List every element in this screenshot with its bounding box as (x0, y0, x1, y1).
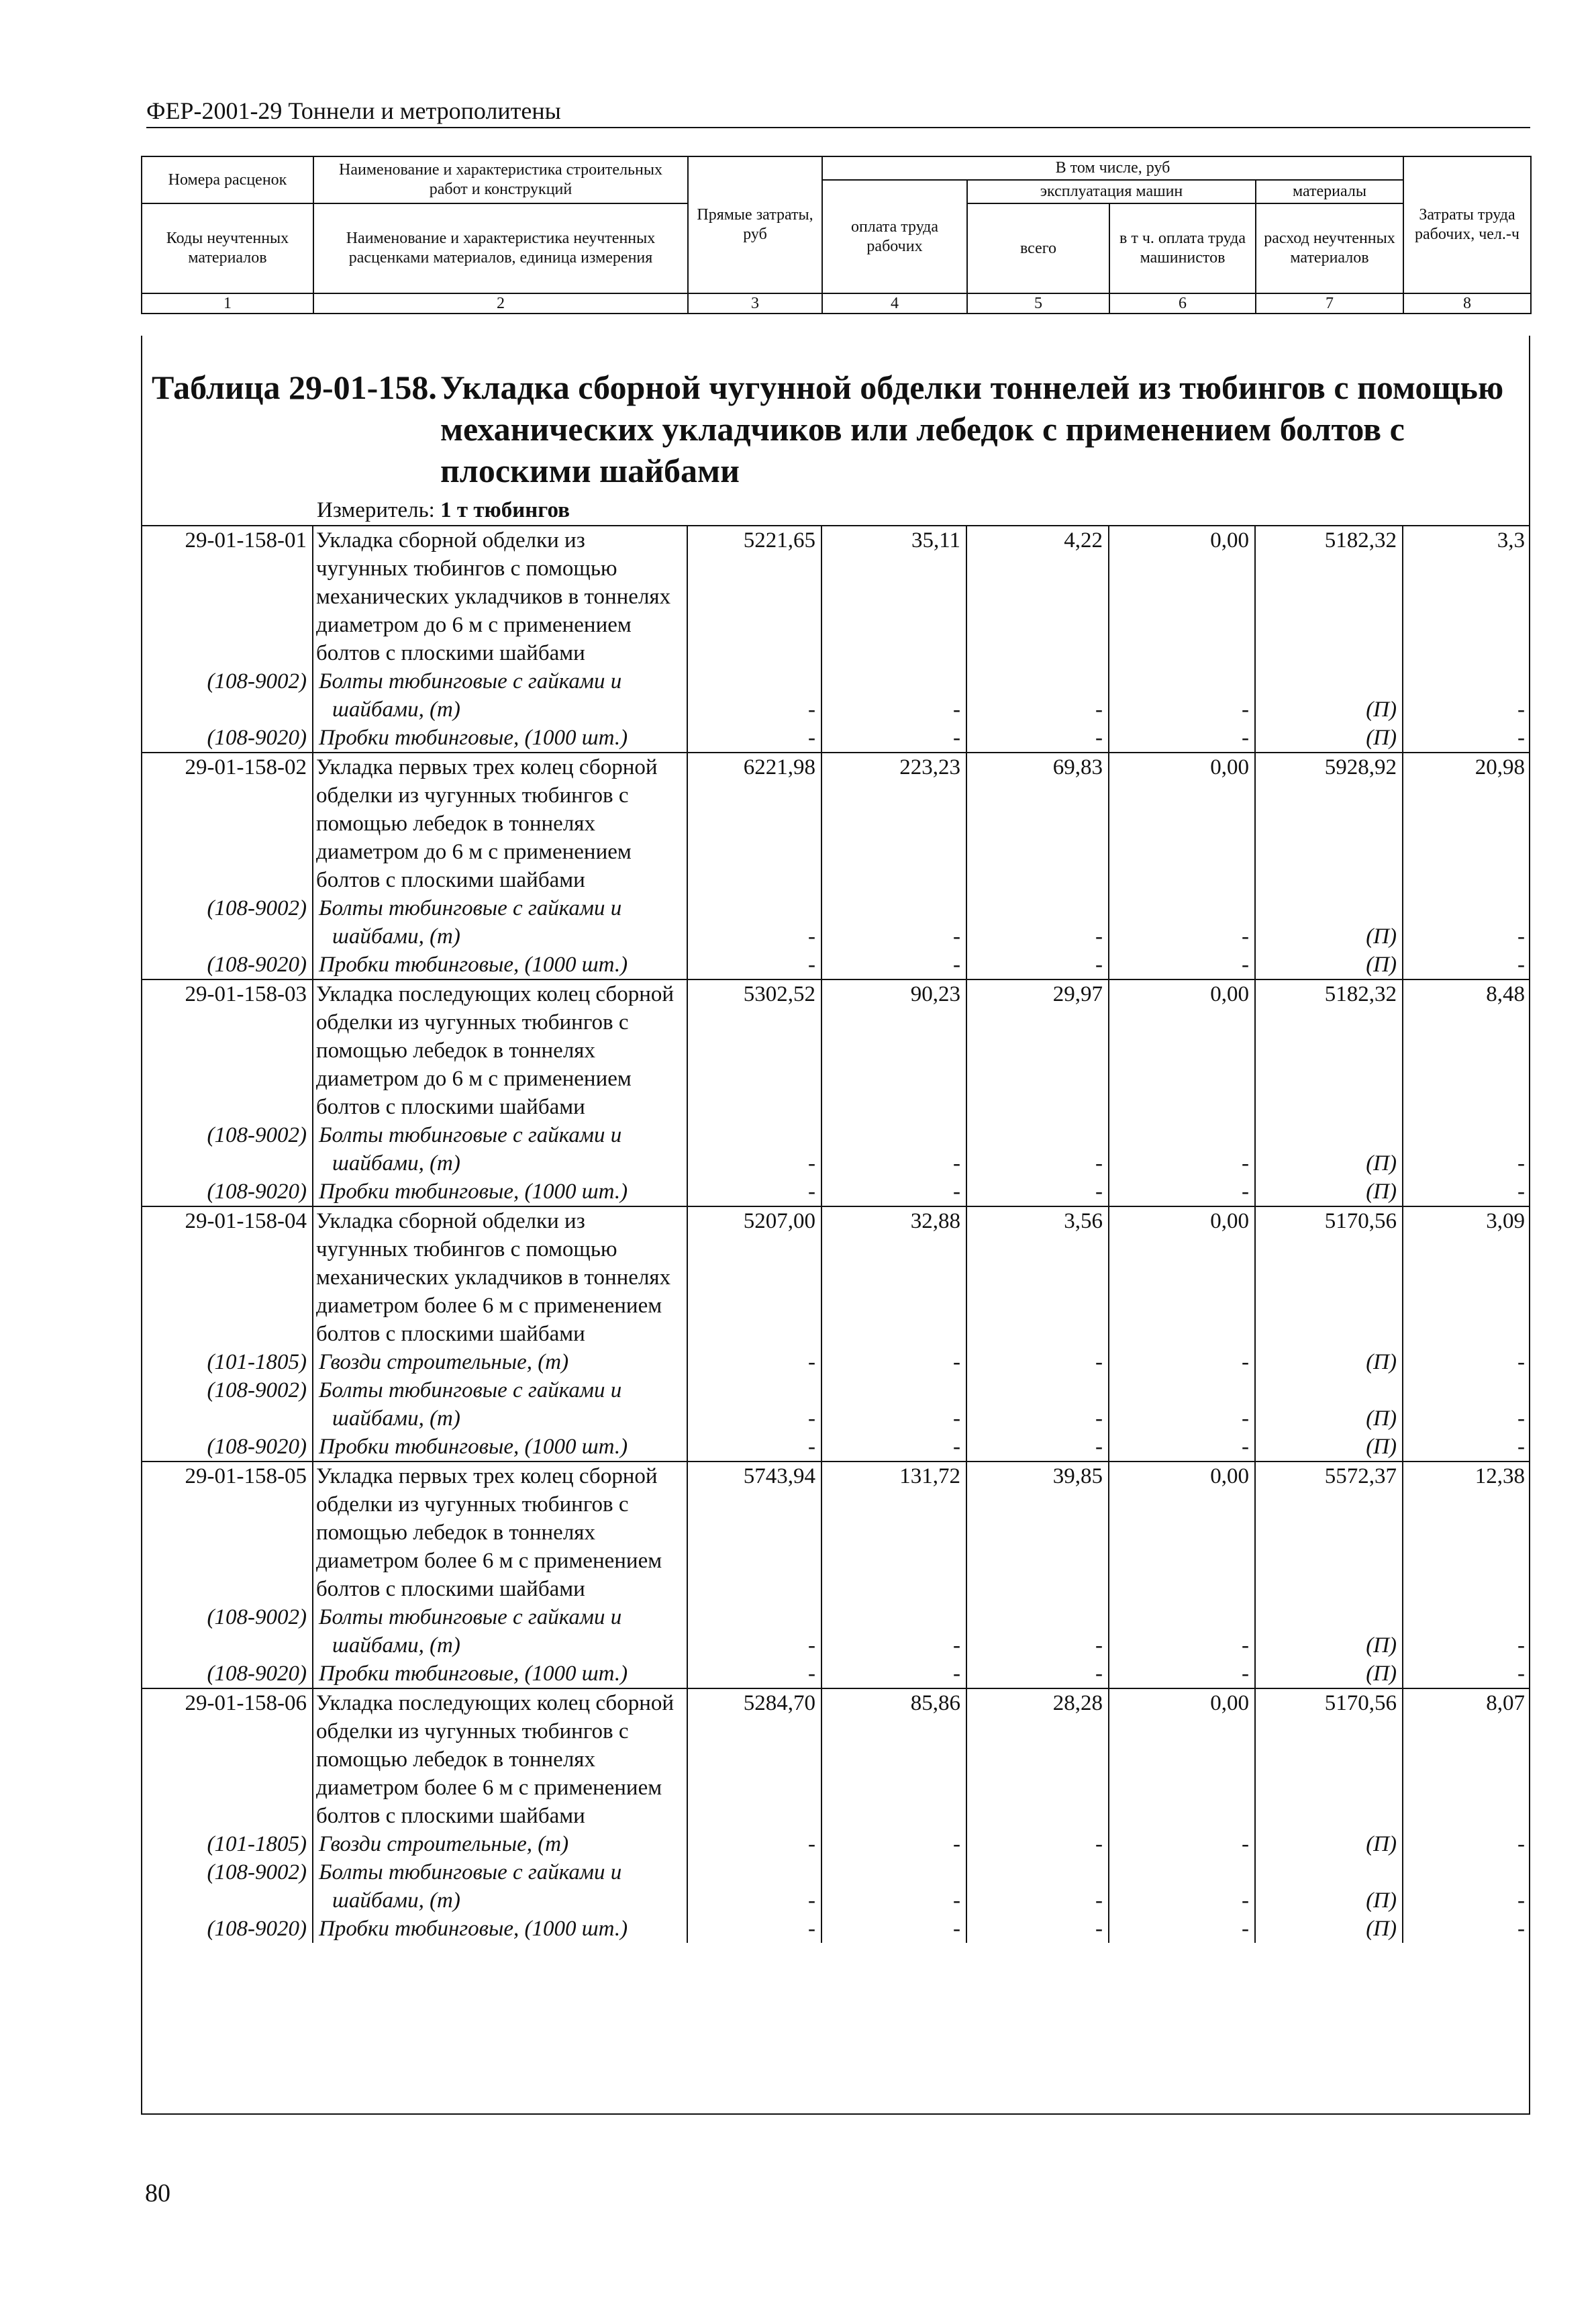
rate-row (141, 526, 1530, 667)
machinists-pay: - (1109, 1858, 1255, 1915)
machines-total: 69,83 (966, 753, 1109, 894)
machines-total: - (966, 1830, 1109, 1858)
direct-costs: - (687, 1178, 821, 1206)
rate-code: (108-9002) (141, 894, 313, 951)
machinists-pay: - (1109, 894, 1255, 951)
material-row (141, 1830, 1530, 1858)
rate-code: 29-01-158-04 (141, 1206, 313, 1348)
material-row (141, 1433, 1530, 1462)
materials-cost: 5170,56 (1255, 1688, 1403, 1830)
machinists-pay: - (1109, 1348, 1255, 1376)
table-title-code: Таблица 29-01-158. (152, 369, 437, 406)
measure-unit (317, 497, 570, 524)
rate-row (141, 1688, 1530, 1830)
direct-costs: - (687, 1915, 821, 1943)
machinists-pay: - (1109, 1660, 1255, 1688)
labor-hours: - (1517, 1350, 1525, 1374)
materials-cost: (П) (1255, 1433, 1403, 1462)
rate-code: (108-9020) (141, 951, 313, 979)
header-number-6: 6 (1109, 293, 1256, 314)
labor-pay: - (821, 1178, 966, 1206)
machinists-pay: 0,00 (1109, 1462, 1255, 1603)
machines-total: - (966, 1603, 1109, 1660)
page-number: 80 (145, 2179, 170, 2207)
materials-cost: (П) (1255, 1915, 1403, 1943)
machinists-pay: - (1109, 1178, 1255, 1206)
direct-costs: 5207,00 (687, 1206, 821, 1348)
header-work-name: Наименование и характеристика строительных работ и конструкций (313, 156, 688, 203)
materials-cost: (П) (1255, 1858, 1403, 1915)
machines-total: 29,97 (966, 979, 1109, 1121)
labor-hours: - (1517, 1662, 1525, 1686)
machinists-pay: 0,00 (1109, 1206, 1255, 1348)
header-machines-group: эксплуатация машин (967, 180, 1256, 203)
labor-hours: 8,48 (1403, 979, 1530, 1121)
direct-costs: 5302,52 (687, 979, 821, 1121)
rate-name: Пробки тюбинговые, (1000 шт.) (313, 1433, 687, 1462)
machines-total: - (966, 951, 1109, 979)
rate-code: (108-9020) (141, 1660, 313, 1688)
table-title-text: Укладка сборной чугунной обделки тоннелей из тюбингов с помощью механических укладчиков или лебедок с применением болтов с плоскими шайбами (440, 369, 1504, 489)
direct-costs: - (687, 1858, 821, 1915)
materials-cost: 5182,32 (1255, 979, 1403, 1121)
direct-costs: 5284,70 (687, 1688, 821, 1830)
rate-name: Болты тюбинговые с гайками и шайбами, (т) (313, 667, 687, 724)
labor-pay: - (821, 1376, 966, 1433)
direct-costs: - (687, 1603, 821, 1660)
header-rate-numbers: Номера расценок (142, 156, 313, 203)
material-row (141, 1858, 1530, 1915)
material-row (141, 667, 1530, 724)
labor-hours: - (1517, 924, 1525, 949)
machinists-pay: - (1109, 1830, 1255, 1858)
rate-name: Гвозди строительные, (т) (313, 1830, 687, 1858)
direct-costs: - (687, 1433, 821, 1462)
material-row (141, 1660, 1530, 1688)
labor-hours: - (1517, 698, 1525, 722)
rate-name: Пробки тюбинговые, (1000 шт.) (313, 1178, 687, 1206)
rate-code: (108-9020) (141, 1178, 313, 1206)
labor-pay: - (821, 1830, 966, 1858)
rate-name: Укладка последующих колец сборной обделки из чугунных тюбингов с помощью лебедок в тоннелях диаметром до 6 м с применением болтов с плоскими шайбами (313, 979, 687, 1121)
rate-code: 29-01-158-06 (141, 1688, 313, 1830)
labor-pay: - (821, 894, 966, 951)
machinists-pay: 0,00 (1109, 753, 1255, 894)
rate-name: Укладка сборной обделки из чугунных тюбингов с помощью механических укладчиков в тоннелях диаметром более 6 м с применением болтов с плоскими шайбами (313, 1206, 687, 1348)
labor-hours: - (1517, 953, 1525, 977)
labor-pay: - (821, 1603, 966, 1660)
direct-costs: - (687, 667, 821, 724)
rate-code: (108-9020) (141, 724, 313, 753)
rate-code: 29-01-158-01 (141, 526, 313, 667)
header-machines-total: всего (967, 203, 1109, 293)
machines-total: - (966, 894, 1109, 951)
rate-code: (108-9002) (141, 1376, 313, 1433)
table-title (152, 367, 1514, 489)
rate-name: Укладка сборной обделки из чугунных тюбингов с помощью механических укладчиков в тоннелях диаметром до 6 м с применением болтов с плоскими шайбами (313, 526, 687, 667)
labor-pay: - (821, 1858, 966, 1915)
machines-total: - (966, 1376, 1109, 1433)
rate-code: (108-9002) (141, 1858, 313, 1915)
rate-row (141, 1206, 1530, 1348)
labor-pay: - (821, 1348, 966, 1376)
header-labor-pay: оплата труда рабочих (822, 180, 967, 293)
rate-code: (101-1805) (141, 1348, 313, 1376)
rate-name: Болты тюбинговые с гайками и шайбами, (т) (313, 894, 687, 951)
header-number-8: 8 (1403, 293, 1531, 314)
header-number-4: 4 (822, 293, 967, 314)
header-materials-consumption: расход неучтенных материалов (1256, 203, 1403, 293)
labor-hours: - (1517, 1435, 1525, 1459)
machines-total: - (966, 724, 1109, 753)
direct-costs: - (687, 894, 821, 951)
direct-costs: - (687, 1121, 821, 1178)
rate-name: Укладка первых трех колец сборной обделки из чугунных тюбингов с помощью лебедок в тоннелях диаметром более 6 м с применением болтов с плоскими шайбами (313, 1462, 687, 1603)
rate-row (141, 1462, 1530, 1603)
header-number-1: 1 (142, 293, 313, 314)
rate-name: Укладка последующих колец сборной обделки из чугунных тюбингов с помощью лебедок в тоннелях диаметром более 6 м с применением болтов с плоскими шайбами (313, 1688, 687, 1830)
labor-pay: - (821, 1433, 966, 1462)
materials-cost: (П) (1255, 1348, 1403, 1376)
machinists-pay: - (1109, 1121, 1255, 1178)
material-row (141, 894, 1530, 951)
rate-name: Болты тюбинговые с гайками и шайбами, (т) (313, 1603, 687, 1660)
column-header-table (141, 156, 1532, 314)
direct-costs: - (687, 1348, 821, 1376)
machinists-pay: 0,00 (1109, 526, 1255, 667)
labor-pay: 85,86 (821, 1688, 966, 1830)
header-material-name: Наименование и характеристика неучтенных расценками материалов, единица измерения (313, 203, 688, 293)
rate-row (141, 979, 1530, 1121)
rate-row (141, 753, 1530, 894)
materials-cost: (П) (1255, 1376, 1403, 1433)
machinists-pay: 0,00 (1109, 979, 1255, 1121)
machines-total: 4,22 (966, 526, 1109, 667)
machines-total: 28,28 (966, 1688, 1109, 1830)
machines-total: - (966, 1348, 1109, 1376)
labor-pay: - (821, 951, 966, 979)
rate-code: 29-01-158-02 (141, 753, 313, 894)
header-labor-hours: Затраты труда рабочих, чел.-ч (1403, 156, 1531, 293)
labor-pay: 223,23 (821, 753, 966, 894)
materials-cost: (П) (1255, 1660, 1403, 1688)
materials-cost: (П) (1255, 894, 1403, 951)
rate-code: (108-9020) (141, 1915, 313, 1943)
labor-hours: - (1517, 1180, 1525, 1204)
labor-pay: 90,23 (821, 979, 966, 1121)
direct-costs: 5221,65 (687, 526, 821, 667)
machinists-pay: - (1109, 1915, 1255, 1943)
measure-label: Измеритель: (317, 498, 435, 522)
labor-pay: - (821, 1121, 966, 1178)
rate-name: Болты тюбинговые с гайками и шайбами, (т) (313, 1858, 687, 1915)
labor-hours: - (1517, 1917, 1525, 1941)
machinists-pay: - (1109, 1603, 1255, 1660)
material-row (141, 724, 1530, 753)
materials-cost: (П) (1255, 951, 1403, 979)
machines-total: - (966, 1915, 1109, 1943)
machinists-pay: - (1109, 724, 1255, 753)
materials-cost: 5170,56 (1255, 1206, 1403, 1348)
material-row (141, 1603, 1530, 1660)
header-materials-group: материалы (1256, 180, 1403, 203)
rate-code: (101-1805) (141, 1830, 313, 1858)
material-row (141, 1348, 1530, 1376)
labor-pay: - (821, 1660, 966, 1688)
materials-cost: (П) (1255, 1178, 1403, 1206)
rate-name: Укладка первых трех колец сборной обделки из чугунных тюбингов с помощью лебедок в тоннелях диаметром до 6 м с применением болтов с плоскими шайбами (313, 753, 687, 894)
labor-hours: 3,09 (1403, 1206, 1530, 1348)
rate-code: (108-9002) (141, 1121, 313, 1178)
direct-costs: - (687, 1830, 821, 1858)
machines-total: - (966, 1660, 1109, 1688)
header-material-codes: Коды неучтенных материалов (142, 203, 313, 293)
header-number-7: 7 (1256, 293, 1403, 314)
material-row (141, 1121, 1530, 1178)
materials-cost: (П) (1255, 724, 1403, 753)
labor-hours: - (1517, 1406, 1525, 1431)
labor-hours: 8,07 (1403, 1688, 1530, 1830)
materials-cost: (П) (1255, 667, 1403, 724)
direct-costs: 6221,98 (687, 753, 821, 894)
rate-code: 29-01-158-03 (141, 979, 313, 1121)
machinists-pay: - (1109, 667, 1255, 724)
rate-name: Пробки тюбинговые, (1000 шт.) (313, 1915, 687, 1943)
header-including-group: В том числе, руб (822, 156, 1403, 180)
rate-name: Пробки тюбинговые, (1000 шт.) (313, 951, 687, 979)
labor-hours: 12,38 (1403, 1462, 1530, 1603)
labor-hours: - (1517, 1151, 1525, 1176)
labor-pay: - (821, 724, 966, 753)
labor-hours: 3,3 (1403, 526, 1530, 667)
materials-cost: (П) (1255, 1603, 1403, 1660)
material-row (141, 1915, 1530, 1943)
running-head: ФЕР-2001-29 Тоннели и метрополитены (146, 96, 1530, 128)
direct-costs: - (687, 951, 821, 979)
header-direct-costs: Прямые затраты, руб (688, 156, 822, 293)
labor-pay: 32,88 (821, 1206, 966, 1348)
machinists-pay: - (1109, 951, 1255, 979)
labor-hours: - (1517, 1832, 1525, 1856)
material-row (141, 1376, 1530, 1433)
materials-cost: (П) (1255, 1121, 1403, 1178)
labor-hours: - (1517, 726, 1525, 750)
machines-total: 3,56 (966, 1206, 1109, 1348)
materials-cost: 5182,32 (1255, 526, 1403, 667)
machinists-pay: - (1109, 1433, 1255, 1462)
machines-total: - (966, 667, 1109, 724)
machinists-pay: - (1109, 1376, 1255, 1433)
header-machinists-pay: в т ч. оплата труда машинистов (1109, 203, 1256, 293)
labor-pay: 35,11 (821, 526, 966, 667)
header-number-3: 3 (688, 293, 822, 314)
direct-costs: - (687, 724, 821, 753)
rate-name: Гвозди строительные, (т) (313, 1348, 687, 1376)
machinists-pay: 0,00 (1109, 1688, 1255, 1830)
header-number-2: 2 (313, 293, 688, 314)
machines-total: - (966, 1858, 1109, 1915)
measure-value: 1 т тюбингов (440, 498, 570, 522)
labor-pay: 131,72 (821, 1462, 966, 1603)
rate-code: (108-9020) (141, 1433, 313, 1462)
machines-total: 39,85 (966, 1462, 1109, 1603)
rate-code: (108-9002) (141, 667, 313, 724)
direct-costs: - (687, 1376, 821, 1433)
materials-cost: 5572,37 (1255, 1462, 1403, 1603)
labor-hours: - (1517, 1633, 1525, 1658)
header-number-5: 5 (967, 293, 1109, 314)
material-row (141, 951, 1530, 979)
materials-cost: (П) (1255, 1830, 1403, 1858)
rate-name: Болты тюбинговые с гайками и шайбами, (т) (313, 1121, 687, 1178)
labor-hours: - (1517, 1888, 1525, 1913)
labor-pay: - (821, 667, 966, 724)
machines-total: - (966, 1121, 1109, 1178)
labor-pay: - (821, 1915, 966, 1943)
materials-cost: 5928,92 (1255, 753, 1403, 894)
rate-name: Болты тюбинговые с гайками и шайбами, (т) (313, 1376, 687, 1433)
rate-code: 29-01-158-05 (141, 1462, 313, 1603)
material-row (141, 1178, 1530, 1206)
rate-name: Пробки тюбинговые, (1000 шт.) (313, 724, 687, 753)
rate-name: Пробки тюбинговые, (1000 шт.) (313, 1660, 687, 1688)
machines-total: - (966, 1178, 1109, 1206)
direct-costs: - (687, 1660, 821, 1688)
rate-code: (108-9002) (141, 1603, 313, 1660)
direct-costs: 5743,94 (687, 1462, 821, 1603)
rates-table (141, 525, 1530, 1943)
machines-total: - (966, 1433, 1109, 1462)
labor-hours: 20,98 (1403, 753, 1530, 894)
